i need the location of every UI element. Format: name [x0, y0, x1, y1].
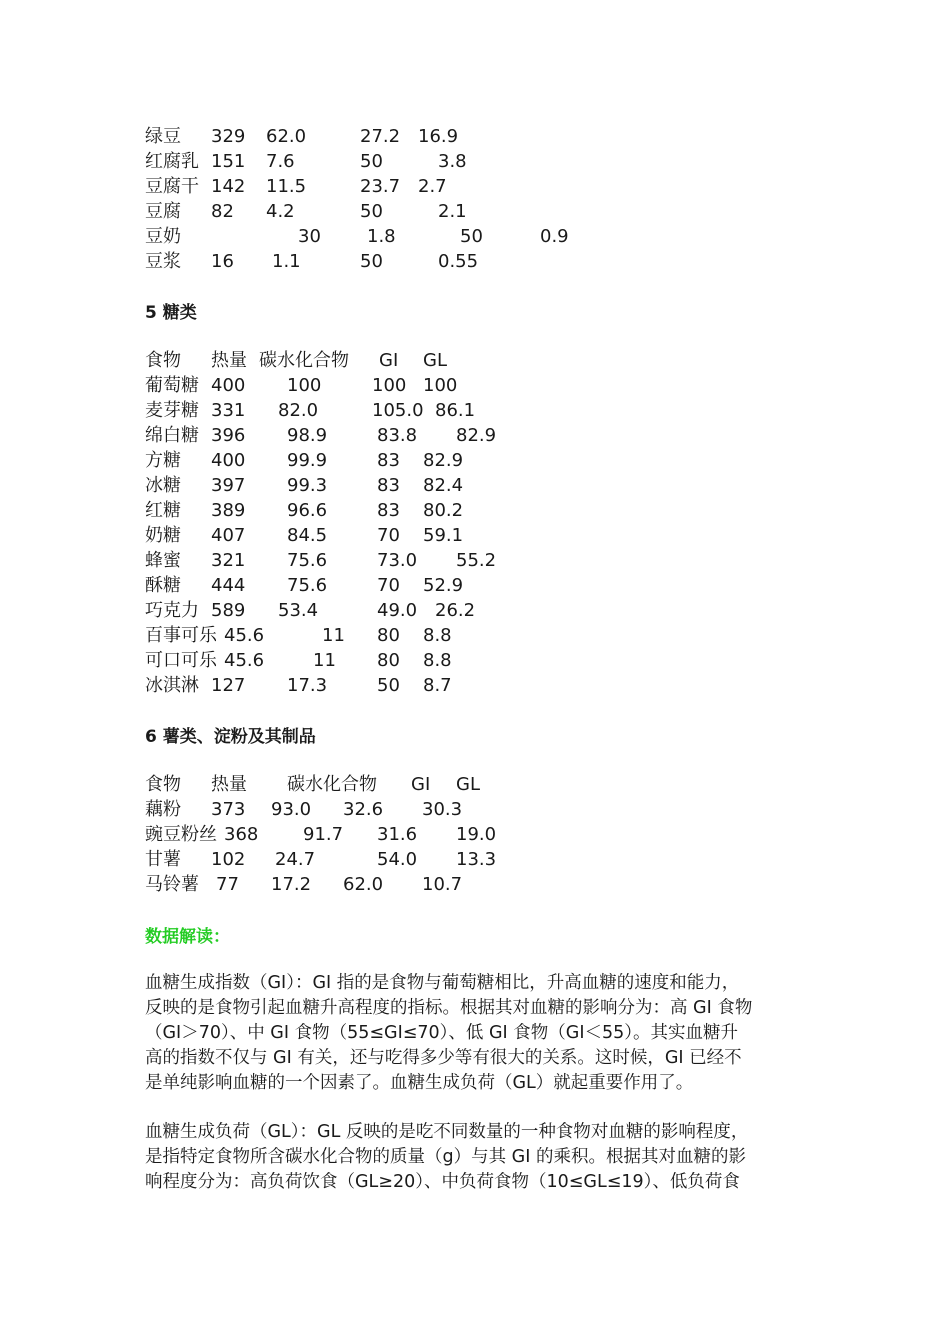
- table-cell: 45.6: [224, 625, 265, 646]
- table-cell: 13.3: [456, 849, 497, 870]
- gl-paragraph: [145, 1120, 810, 1195]
- gi-paragraph: [145, 971, 810, 1096]
- interpretation-heading: 数据解读：: [145, 927, 230, 947]
- table-cell: 331: [211, 400, 246, 421]
- table-cell: 53.4: [278, 600, 319, 621]
- table-cell: 2.1: [438, 201, 467, 222]
- table-cell: 8.8: [423, 650, 452, 671]
- table-cell: 84.5: [287, 525, 328, 546]
- table-cell: 32.6: [343, 799, 384, 820]
- table-cell: 80.2: [423, 500, 464, 521]
- table-cell: 82: [211, 201, 234, 222]
- table-cell: GI: [411, 774, 431, 795]
- table-cell: 奶糖: [145, 525, 181, 546]
- table-cell: 70: [377, 525, 400, 546]
- table-cell: 98.9: [287, 425, 328, 446]
- table-cell: 碳水化合物: [259, 350, 349, 371]
- table-cell: 蜂蜜: [145, 550, 181, 571]
- gi-line: （GI＞70）、中 GI 食物（55≤GI≤70）、低 GI 食物（GI＜55）。其实血糖升: [145, 1023, 739, 1043]
- table-cell: 3.8: [438, 151, 467, 172]
- table-cell: 葡萄糖: [145, 375, 199, 396]
- table-cell: 142: [211, 176, 246, 197]
- table-cell: 80: [377, 650, 400, 671]
- table-cell: 30.3: [422, 799, 463, 820]
- table-cell: 73.0: [377, 550, 418, 571]
- table-cell: 豆腐干: [145, 176, 199, 197]
- table-cell: 50: [377, 675, 400, 696]
- gl-line: 血糖生成负荷（GL）：GL 反映的是吃不同数量的一种食物对血糖的影响程度，: [145, 1122, 749, 1142]
- table-cell: 50: [360, 201, 383, 222]
- table-cell: 11: [322, 625, 345, 646]
- table-cell: 55.2: [456, 550, 497, 571]
- table-cell: 50: [360, 251, 383, 272]
- gl-line: 响程度分为：高负荷饮食（GL≥20）、中负荷食物（10≤GL≤19）、低负荷食: [145, 1172, 740, 1192]
- table-cell: 绿豆: [145, 126, 181, 147]
- table-cell: 19.0: [456, 824, 497, 845]
- table-cell: 100: [423, 375, 458, 396]
- table-cell: 8.7: [423, 675, 452, 696]
- table-cell: 100: [287, 375, 322, 396]
- table-cell: 热量: [211, 350, 247, 371]
- table-cell: 62.0: [343, 874, 384, 895]
- section-5-heading: 5 糖类: [145, 303, 197, 323]
- table-cell: 8.8: [423, 625, 452, 646]
- table-cell: 31.6: [377, 824, 418, 845]
- table-cell: 75.6: [287, 550, 328, 571]
- table-cell: 83.8: [377, 425, 418, 446]
- table-cell: 77: [216, 874, 239, 895]
- table-cell: 0.55: [438, 251, 479, 272]
- table-cell: 16: [211, 251, 234, 272]
- table-cell: 70: [377, 575, 400, 596]
- table-cell: 30: [298, 226, 321, 247]
- gi-line: 血糖生成指数（GI）：GI 指的是食物与葡萄糖相比，升高血糖的速度和能力，: [145, 973, 740, 993]
- table-cell: 82.9: [423, 450, 464, 471]
- table-cell: 54.0: [377, 849, 418, 870]
- table-cell: 可口可乐: [145, 650, 217, 671]
- table-cell: 444: [211, 575, 246, 596]
- table-cell: 49.0: [377, 600, 418, 621]
- table-cell: 酥糖: [145, 575, 181, 596]
- table-cell: 127: [211, 675, 246, 696]
- table-cell: 甘薯: [145, 849, 181, 870]
- table-cell: 1.8: [367, 226, 396, 247]
- table-cell: GI: [379, 350, 399, 371]
- gi-line: 高的指数不仅与 GI 有关，还与吃得多少等有很大的关系。这时候，GI 已经不: [145, 1048, 742, 1068]
- table-cell: 407: [211, 525, 246, 546]
- table-cell: 豌豆粉丝: [145, 824, 217, 845]
- table-cell: 豆奶: [145, 226, 181, 247]
- gi-line: 反映的是食物引起血糖升高程度的指标。根据其对血糖的影响分为：高 GI 食物: [145, 998, 753, 1018]
- table-cell: 1.1: [272, 251, 301, 272]
- table-cell: 82.4: [423, 475, 464, 496]
- table-cell: 50: [360, 151, 383, 172]
- table-cell: 麦芽糖: [145, 400, 199, 421]
- table-cell: 绵白糖: [145, 425, 199, 446]
- table-cell: 24.7: [275, 849, 316, 870]
- table-cell: 碳水化合物: [287, 774, 377, 795]
- table-cell: 82.0: [278, 400, 319, 421]
- table-cell: 151: [211, 151, 246, 172]
- table-cell: GL: [423, 350, 447, 371]
- table-cell: 91.7: [303, 824, 344, 845]
- table-cell: 17.2: [271, 874, 312, 895]
- table-cell: 52.9: [423, 575, 464, 596]
- table-cell: 50: [460, 226, 483, 247]
- table-cell: 83: [377, 475, 400, 496]
- table-cell: 62.0: [266, 126, 307, 147]
- table-cell: 食物: [145, 350, 181, 371]
- table-cell: 2.7: [418, 176, 447, 197]
- table-cell: 59.1: [423, 525, 464, 546]
- table-cell: 23.7: [360, 176, 401, 197]
- table-cell: 热量: [211, 774, 247, 795]
- table-cell: 27.2: [360, 126, 401, 147]
- table-cell: 7.6: [266, 151, 295, 172]
- table-cell: 16.9: [418, 126, 459, 147]
- table-cell: 红糖: [145, 500, 181, 521]
- table-cell: 4.2: [266, 201, 295, 222]
- table-cell: 99.3: [287, 475, 328, 496]
- table-cell: 马铃薯: [145, 874, 199, 895]
- gi-line: 是单纯影响血糖的一个因素了。血糖生成负荷（GL）就起重要作用了。: [145, 1073, 694, 1093]
- table-cell: 589: [211, 600, 246, 621]
- table-cell: 396: [211, 425, 246, 446]
- table-cell: 红腐乳: [145, 151, 199, 172]
- table-cell: 方糖: [145, 450, 181, 471]
- table-cell: 75.6: [287, 575, 328, 596]
- table-cell: 10.7: [422, 874, 463, 895]
- table-cell: 45.6: [224, 650, 265, 671]
- table-cell: GL: [456, 774, 480, 795]
- table-cell: 99.9: [287, 450, 328, 471]
- table-cell: 食物: [145, 774, 181, 795]
- gl-line: 是指特定食物所含碳水化合物的质量（g）与其 GI 的乘积。根据其对血糖的影: [145, 1147, 746, 1167]
- table-cell: 400: [211, 375, 246, 396]
- table-cell: 80: [377, 625, 400, 646]
- table-cell: 105.0: [372, 400, 424, 421]
- table-cell: 329: [211, 126, 246, 147]
- table-cell: 豆浆: [145, 251, 181, 272]
- table-cell: 11.5: [266, 176, 307, 197]
- table-cell: 86.1: [435, 400, 476, 421]
- table-cell: 321: [211, 550, 246, 571]
- table-cell: 17.3: [287, 675, 328, 696]
- table-cell: 368: [224, 824, 259, 845]
- table-cell: 83: [377, 500, 400, 521]
- table-cell: 400: [211, 450, 246, 471]
- table-cell: 11: [313, 650, 336, 671]
- table-cell: 373: [211, 799, 246, 820]
- table-cell: 26.2: [435, 600, 476, 621]
- table-cell: 0.9: [540, 226, 569, 247]
- table-cell: 82.9: [456, 425, 497, 446]
- table-cell: 冰糖: [145, 475, 181, 496]
- table-cell: 397: [211, 475, 246, 496]
- table-cell: 藕粉: [145, 799, 181, 820]
- table-cell: 百事可乐: [145, 625, 217, 646]
- section-6-heading: 6 薯类、淀粉及其制品: [145, 727, 316, 747]
- table-cell: 93.0: [271, 799, 312, 820]
- table-cell: 豆腐: [145, 201, 181, 222]
- table-cell: 102: [211, 849, 246, 870]
- table-cell: 83: [377, 450, 400, 471]
- table-cell: 100: [372, 375, 407, 396]
- table-cell: 389: [211, 500, 246, 521]
- table-cell: 96.6: [287, 500, 328, 521]
- table-cell: 冰淇淋: [145, 675, 199, 696]
- table-cell: 巧克力: [145, 600, 199, 621]
